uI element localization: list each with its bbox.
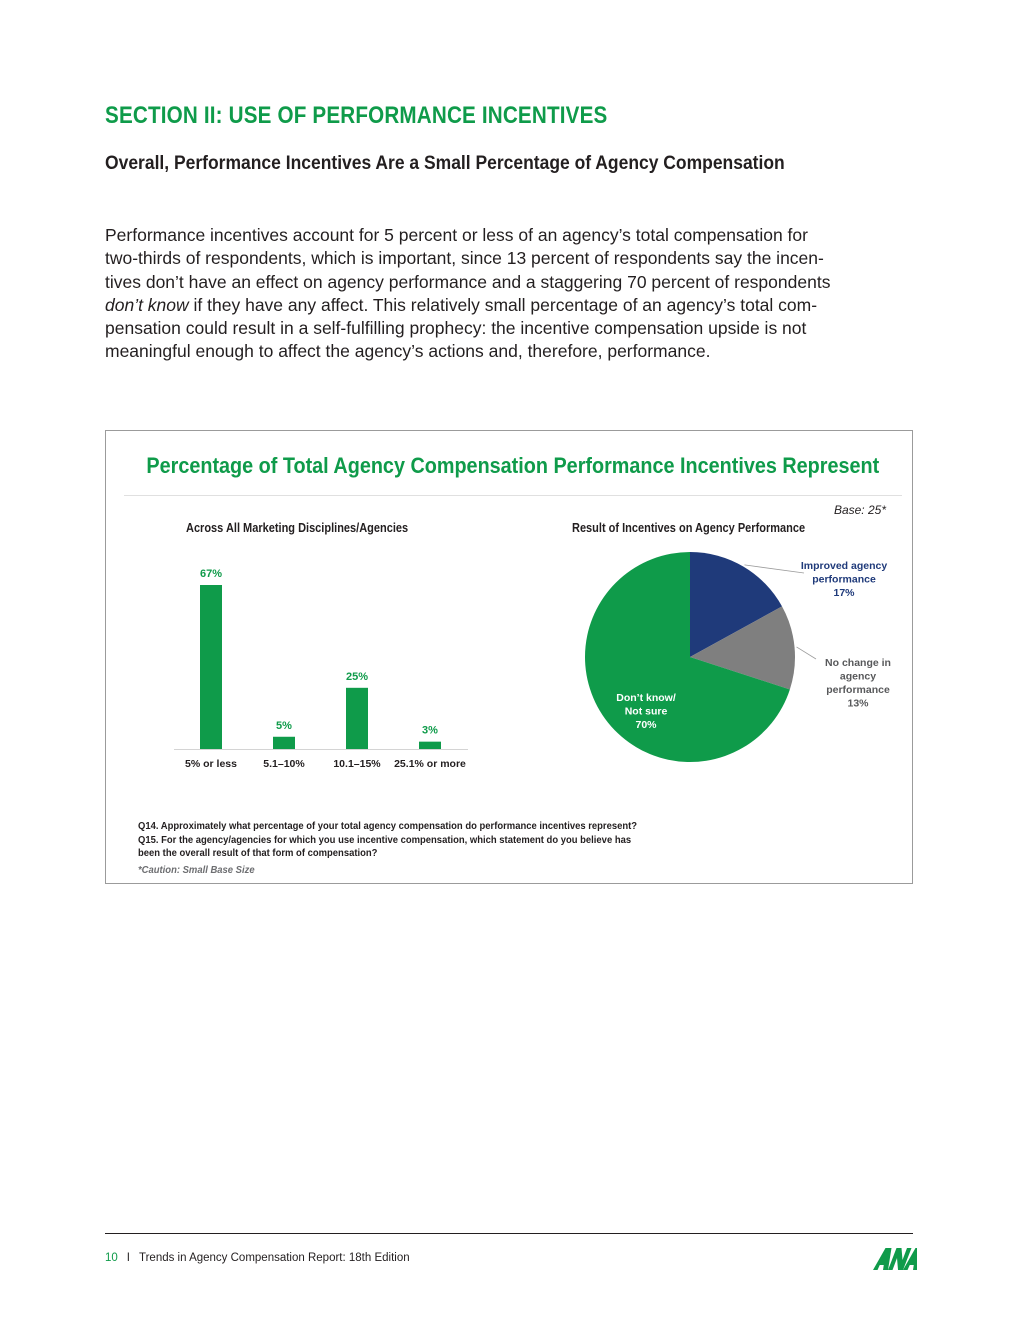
note-line: Q14. Approximately what percentage of your total agency compensation do performance incentives represent? [138, 820, 638, 832]
body-line: meaningful enough to affect the agency’s actions and, therefore, performance. [105, 341, 711, 362]
pie-slice-label: Improved agency [800, 560, 888, 572]
bar-category-label: 5% or less [185, 758, 237, 770]
bar-value-label: 67% [199, 568, 223, 580]
bar-category-label: 5.1–10% [263, 758, 305, 770]
body-paragraph [105, 224, 905, 364]
body-line: two-thirds of respondents, which is important, since 13 percent of respondents say the incen- [105, 248, 824, 269]
caution-note: *Caution: Small Base Size [138, 863, 255, 876]
pie-chart [576, 551, 906, 791]
bar-value-label: 3% [422, 724, 438, 737]
pie-leader-line [744, 565, 804, 573]
figure-title-rule [124, 495, 902, 496]
bar-category-label: 25.1% or more [394, 758, 466, 770]
pie-slice-label: performance [826, 684, 890, 696]
bar-value-label: 25% [345, 670, 369, 683]
bar [273, 737, 295, 749]
pie-slice-label: Don’t know/ [616, 692, 676, 704]
body-line-rest: if they have any affect. This relatively small percentage of an agency’s total com- [188, 294, 818, 315]
pie-value-label: 70% [635, 719, 657, 731]
section-title: SECTION II: USE OF PERFORMANCE INCENTIVES [105, 102, 608, 129]
footer-rule [105, 1233, 913, 1234]
body-emphasis: don’t know [105, 294, 189, 315]
bar [200, 585, 222, 749]
note-line: been the overall result of that form of compensation? [138, 847, 378, 859]
pie-slice-label: performance [812, 573, 876, 586]
body-line: Performance incentives account for 5 percent or less of an agency’s total compensation for [105, 225, 808, 245]
bar-value-label: 5% [276, 719, 292, 732]
pie-chart-title: Result of Incentives on Agency Performance [572, 521, 806, 535]
pie-value-label: 17% [833, 587, 855, 599]
body-line: tives don’t have an effect on agency performance and a staggering 70 percent of respondents [105, 271, 831, 292]
section-subtitle: Overall, Performance Incentives Are a Small Percentage of Agency Compensation [105, 153, 785, 174]
pie-leader-line [797, 647, 816, 659]
pie-slice-label: Not sure [624, 705, 668, 718]
footer-separator: I [126, 1252, 130, 1264]
body-line: pensation could result in a self-fulfilling prophecy: the incentive compensation upside is not [105, 318, 807, 339]
base-label: Base: 25* [833, 503, 886, 517]
ana-logo [873, 1246, 917, 1272]
figure-notes [138, 820, 858, 877]
pie-value-label: 13% [847, 697, 869, 710]
pie-slice-label: No change in [825, 657, 891, 669]
report-title: Trends in Agency Compensation Report: 18th Edition [139, 1252, 410, 1264]
bar [419, 742, 441, 749]
footer [105, 1252, 410, 1264]
bar-chart [166, 551, 476, 781]
bar-chart-title: Across All Marketing Disciplines/Agencies [186, 521, 409, 535]
bar-category-label: 10.1–15% [333, 758, 381, 770]
pie-slice-label: agency [839, 670, 877, 683]
bar [346, 688, 368, 749]
figure-box [105, 430, 913, 884]
page-number: 10 [105, 1252, 118, 1264]
body-line [105, 294, 905, 317]
note-line: Q15. For the agency/agencies for which you use incentive compensation, which statement do you believe has [138, 833, 632, 846]
figure-title: Percentage of Total Agency Compensation Performance Incentives Represent [146, 453, 880, 478]
